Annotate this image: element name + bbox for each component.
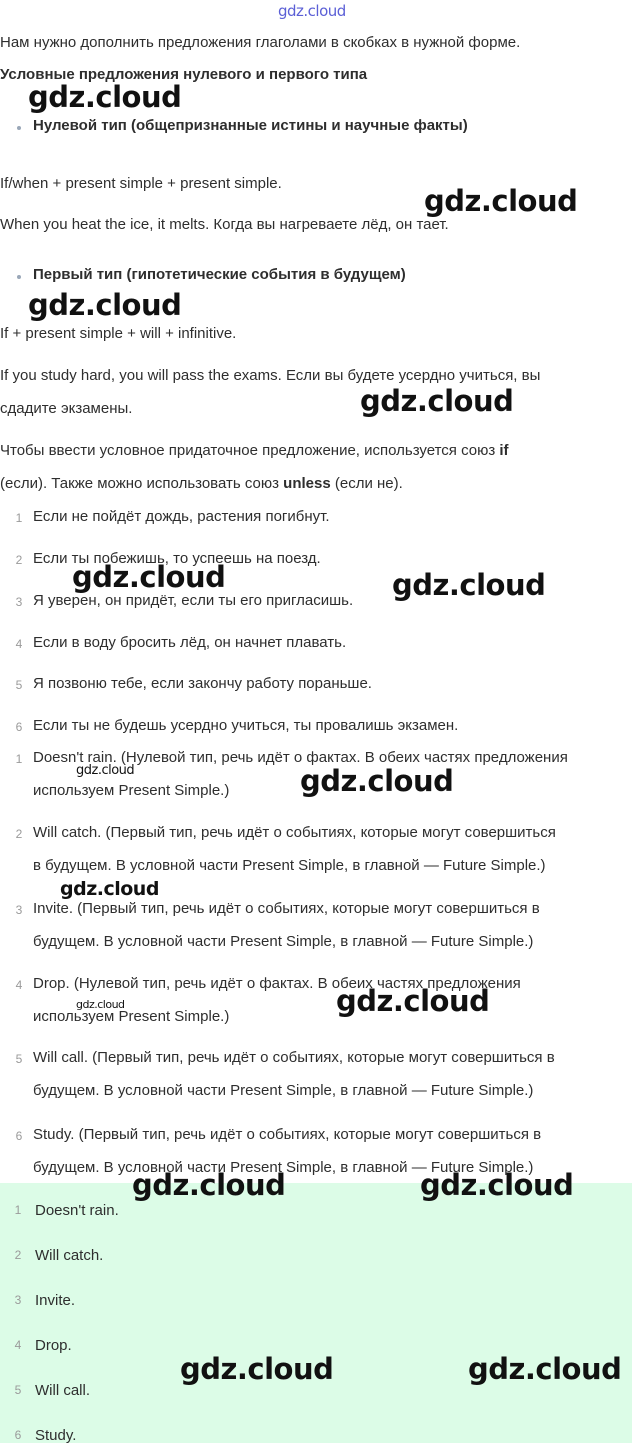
explanation-line: используем Present Simple.) — [33, 1008, 230, 1025]
list-item: Если ты не будешь усердно учиться, ты провалишь экзамен. — [33, 717, 459, 734]
explanation-line: Will call. (Первый тип, речь идёт о событиях, которые могут совершиться в — [33, 1049, 555, 1066]
section-title: Условные предложения нулевого и первого типа — [0, 66, 368, 83]
answer-item — [0, 1416, 632, 1456]
first-type-formula: If + present simple + will + infinitive. — [0, 325, 237, 342]
list-number: 2 — [15, 827, 23, 841]
watermark: gdz.cloud — [76, 763, 135, 778]
list-number: 4 — [15, 978, 23, 992]
watermark: gdz.cloud — [360, 384, 514, 418]
watermark: gdz.cloud — [60, 878, 159, 900]
list-item: Если не пойдёт дождь, растения погибнут. — [33, 508, 330, 525]
watermark: gdz.cloud — [300, 764, 454, 798]
explanation-line: будущем. В условной части Present Simple, в главной — Future Simple.) — [33, 933, 534, 950]
first-type-example-cont: сдадите экзамены. — [0, 400, 133, 417]
bullet-icon — [17, 275, 21, 279]
first-type-heading: Первый тип (гипотетические события в будущем) — [33, 266, 406, 283]
explanation-line: Will catch. (Первый тип, речь идёт о событиях, которые могут совершиться — [33, 824, 556, 841]
answer-text: Drop. — [35, 1337, 72, 1354]
answer-item — [0, 1281, 632, 1321]
explanation-line: в будущем. В условной части Present Simple, в главной — Future Simple.) — [33, 857, 546, 874]
conjunction-note-cont: (если). Также можно использовать союз unless (если не). — [0, 475, 403, 492]
watermark: gdz.cloud — [424, 184, 578, 218]
list-number: 1 — [15, 511, 23, 525]
watermark: gdz.cloud — [420, 1168, 574, 1202]
answer-text: Study. — [35, 1427, 77, 1444]
list-number: 2 — [15, 553, 23, 567]
list-number: 5 — [15, 678, 23, 692]
watermark: gdz.cloud — [28, 80, 182, 114]
explanation-line: будущем. В условной части Present Simple, в главной — Future Simple.) — [33, 1159, 534, 1176]
answer-text: Invite. — [35, 1292, 76, 1309]
watermark: gdz.cloud — [72, 560, 226, 594]
zero-type-formula: If/when + present simple + present simple. — [0, 175, 282, 192]
answer-text: Will call. — [35, 1382, 90, 1399]
list-number: 6 — [14, 1428, 22, 1442]
list-number: 3 — [14, 1293, 22, 1307]
watermark: gdz.cloud — [76, 998, 125, 1011]
watermark: gdz.cloud — [336, 984, 490, 1018]
list-number: 5 — [14, 1383, 22, 1397]
watermark: gdz.cloud — [132, 1168, 286, 1202]
explanation-line: Drop. (Нулевой тип, речь идёт о фактах. В обеих частях предложения — [33, 975, 521, 992]
explanation-line: Study. (Первый тип, речь идёт о событиях, которые могут совершиться в — [33, 1126, 542, 1143]
list-number: 6 — [15, 1129, 23, 1143]
list-number: 4 — [15, 637, 23, 651]
list-number: 5 — [15, 1052, 23, 1066]
list-number: 6 — [15, 720, 23, 734]
zero-type-heading: Нулевой тип (общепризнанные истины и научные факты) — [33, 117, 468, 134]
explanation-line: будущем. В условной части Present Simple, в главной — Future Simple.) — [33, 1082, 534, 1099]
zero-type-example: When you heat the ice, it melts. Когда вы нагреваете лёд, он тает. — [0, 216, 449, 233]
explanation-line: используем Present Simple.) — [33, 782, 230, 799]
site-logo[interactable]: gdz.cloud — [278, 2, 346, 20]
watermark: gdz.cloud — [392, 568, 546, 602]
list-item: Я позвоню тебе, если закончу работу пораньше. — [33, 675, 372, 692]
answer-panel — [0, 1183, 632, 1443]
answer-text: Will catch. — [35, 1247, 104, 1264]
explanation-line: Doesn't rain. (Нулевой тип, речь идёт о фактах. В обеих частях предложения — [33, 749, 568, 766]
bullet-icon — [17, 126, 21, 130]
list-number: 3 — [15, 903, 23, 917]
list-number: 2 — [14, 1248, 22, 1262]
watermark: gdz.cloud — [28, 288, 182, 322]
list-number: 1 — [15, 752, 23, 766]
conjunction-note: Чтобы ввести условное придаточное предложение, используется союз if — [0, 442, 509, 459]
list-item: Если в воду бросить лёд, он начнет плавать. — [33, 634, 347, 651]
first-type-example: If you study hard, you will pass the exams. Если вы будете усердно учиться, вы — [0, 367, 541, 384]
list-number: 3 — [15, 595, 23, 609]
watermark: gdz.cloud — [180, 1352, 334, 1386]
task-intro: Нам нужно дополнить предложения глаголами в скобках в нужной форме. — [0, 34, 521, 51]
explanation-line: Invite. (Первый тип, речь идёт о событиях, которые могут совершиться в — [33, 900, 540, 917]
list-item: Я уверен, он придёт, если ты его пригласишь. — [33, 592, 354, 609]
list-number: 1 — [14, 1203, 22, 1217]
list-number: 4 — [14, 1338, 22, 1352]
answer-text: Doesn't rain. — [35, 1202, 119, 1219]
answer-item — [0, 1236, 632, 1276]
list-item: Если ты побежишь, то успеешь на поезд. — [33, 550, 321, 567]
watermark: gdz.cloud — [468, 1352, 622, 1386]
